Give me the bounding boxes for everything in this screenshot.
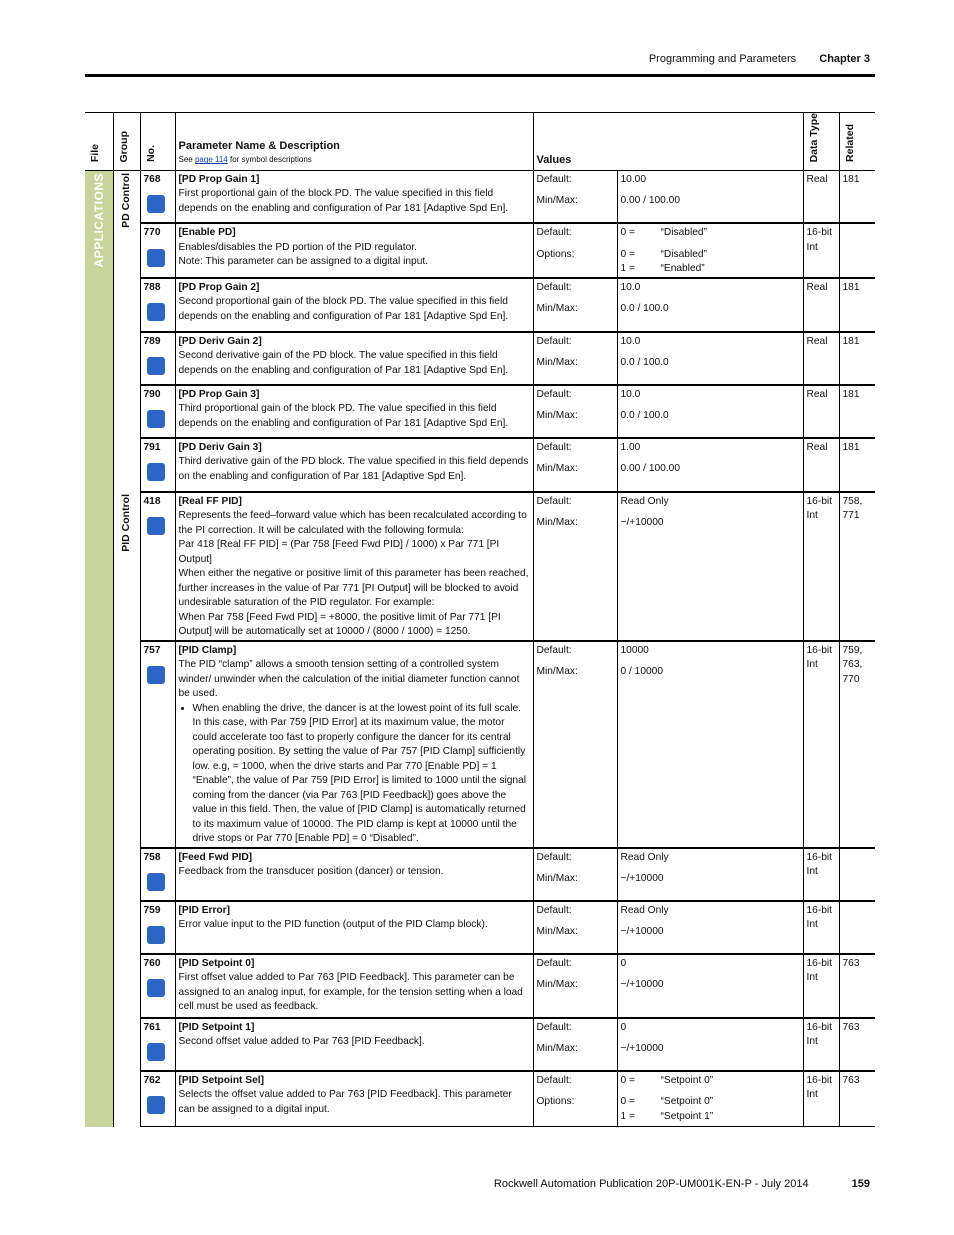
col-data-type: Data Type bbox=[803, 113, 839, 171]
min-max-value: −/+10000 bbox=[620, 517, 664, 529]
values-cell bbox=[617, 385, 803, 438]
param-name: [PID Setpoint Sel] bbox=[178, 1074, 264, 1086]
param-description: The PID “clamp” allows a smooth tension setting of a controlled system winder/ unwinder when the calculation of the initial diameter function cannot be used. bbox=[178, 659, 520, 700]
related-cell: 181 bbox=[839, 170, 875, 223]
param-description: Second proportional gain of the block PD. The value specified in this field depends on the enabling and configuration of Par 181 [Adaptive Spd En]. bbox=[178, 296, 509, 322]
values-cell bbox=[617, 492, 803, 641]
param-description-cell bbox=[175, 492, 533, 641]
access-symbol-icon bbox=[147, 979, 165, 997]
value-label-default: Default: bbox=[536, 441, 572, 453]
publication-info: Rockwell Automation Publication 20P-UM001K-EN-P - July 2014 bbox=[493, 1178, 809, 1190]
chapter-label: Chapter 3 bbox=[819, 53, 870, 65]
param-description-cell bbox=[175, 641, 533, 848]
option-key: 0 = bbox=[620, 227, 635, 239]
parameter-row bbox=[85, 848, 875, 901]
value-labels-cell bbox=[533, 492, 617, 641]
group-label: PD Control bbox=[120, 172, 133, 228]
values-cell bbox=[617, 170, 803, 223]
value-labels-cell bbox=[533, 278, 617, 332]
param-name: [PID Setpoint 0] bbox=[178, 957, 255, 969]
param-number-cell bbox=[140, 170, 175, 223]
param-number: 757 bbox=[143, 644, 161, 656]
parameter-row bbox=[85, 223, 875, 278]
min-max-value: 0.00 / 100.00 bbox=[620, 195, 680, 207]
default-value: 1.00 bbox=[620, 441, 641, 453]
access-symbol-icon bbox=[147, 926, 165, 944]
value-labels-cell bbox=[533, 1018, 617, 1071]
access-symbol-icon bbox=[147, 357, 165, 375]
value-label-range: Options: bbox=[536, 248, 575, 260]
option-value: “Disabled” bbox=[660, 227, 707, 239]
file-label: APPLICATIONS bbox=[91, 172, 106, 268]
value-label-default: Default: bbox=[536, 388, 572, 400]
group-cell bbox=[113, 492, 140, 1127]
min-max-value: 0.00 / 100.00 bbox=[620, 463, 680, 475]
value-labels-cell bbox=[533, 170, 617, 223]
parameter-row bbox=[85, 438, 875, 492]
param-description: First offset value added to Par 763 [PID Feedback]. This parameter can be assigned to an analog input, for example, for the tension setting when a load cell must be used as feedback. bbox=[178, 972, 523, 1013]
related-cell: 181 bbox=[839, 438, 875, 492]
param-number-cell bbox=[140, 1071, 175, 1127]
header-rule bbox=[85, 74, 875, 77]
table-header-row bbox=[85, 113, 875, 171]
param-number: 789 bbox=[143, 335, 161, 347]
min-max-value: 0 / 10000 bbox=[620, 666, 663, 678]
param-description: Note: This parameter can be assigned to a digital input. bbox=[178, 256, 429, 268]
param-number-cell bbox=[140, 278, 175, 332]
param-number: 770 bbox=[143, 227, 161, 239]
value-labels-cell bbox=[533, 223, 617, 278]
col-name bbox=[175, 113, 533, 171]
param-number-cell bbox=[140, 901, 175, 954]
option-entry bbox=[621, 1110, 800, 1125]
file-cell bbox=[85, 170, 113, 1127]
data-type-cell: 16-bit Int bbox=[803, 492, 839, 641]
value-label-range: Options: bbox=[536, 1096, 575, 1108]
data-type-cell: Real bbox=[803, 278, 839, 332]
data-type-cell: Real bbox=[803, 170, 839, 223]
param-name: [PID Setpoint 1] bbox=[178, 1021, 255, 1033]
min-max-value: −/+10000 bbox=[620, 873, 664, 885]
param-number-cell bbox=[140, 954, 175, 1018]
default-value: 0 bbox=[620, 957, 627, 969]
option-value: “Enabled” bbox=[660, 263, 705, 275]
bullet-list bbox=[179, 702, 530, 847]
col-file: File bbox=[85, 113, 113, 171]
value-labels-cell bbox=[533, 332, 617, 385]
param-name: [PD Deriv Gain 3] bbox=[178, 441, 262, 453]
param-description-cell bbox=[175, 278, 533, 332]
param-description: Second offset value added to Par 763 [PID Feedback]. bbox=[178, 1036, 425, 1048]
default-value bbox=[621, 226, 800, 248]
param-description-cell bbox=[175, 1018, 533, 1071]
parameter-row bbox=[85, 385, 875, 438]
value-label-range: Min/Max: bbox=[536, 979, 578, 991]
group-label: PID Control bbox=[120, 493, 133, 552]
param-name: [PD Prop Gain 1] bbox=[178, 173, 260, 185]
parameter-table bbox=[85, 112, 875, 1127]
min-max-value: −/+10000 bbox=[620, 926, 664, 938]
param-description: Third proportional gain of the block PD. The value specified in this field depends on the enabling and configuration of Par 181 [Adaptive Spd En]. bbox=[178, 403, 509, 429]
related-cell: 763 bbox=[839, 954, 875, 1018]
data-type-cell: 16-bit Int bbox=[803, 848, 839, 901]
bullet-item: • When enabling the drive, the dancer is at the lowest point of its full scale. In this case, with Par 759 [PID Error] at its maximum value, the motor could accelerate too fast to properly configure the dancer for its central operating position. By setting the value of Par 757 [PID Clamp] sufficiently low. e.g, = 1000, when the drive starts and Par 770 [Enable PD] = 1 “Enable”, the value of Par 759 [PID Error] is limited to 1000 until the signal coming from the dancer (via Par 763 [PID Feedback]) goes above the value in this field. Then, the value of [PID Clamp] is automatically returned to its maximum value of 10000. The PID clamp is kept at 10000 until the drive stops or Par 770 [Enable PD] = 0 “Disabled”. bbox=[193, 702, 530, 847]
param-number: 758 bbox=[143, 851, 161, 863]
value-label-default: Default: bbox=[536, 957, 572, 969]
param-description: Error value input to the PID function (output of the PID Clamp block). bbox=[178, 919, 488, 931]
param-number: 761 bbox=[143, 1021, 161, 1033]
col-group: Group bbox=[113, 113, 140, 171]
group-cell bbox=[113, 170, 140, 492]
option-value: “Setpoint 1” bbox=[660, 1110, 714, 1122]
access-symbol-icon bbox=[147, 463, 165, 481]
value-labels-cell bbox=[533, 438, 617, 492]
param-number: 788 bbox=[143, 281, 161, 293]
default-value: Read Only bbox=[620, 904, 669, 916]
default-value: Read Only bbox=[620, 495, 669, 507]
value-label-default: Default: bbox=[536, 1074, 572, 1086]
param-number-cell bbox=[140, 1018, 175, 1071]
related-cell bbox=[839, 223, 875, 278]
param-description-cell bbox=[175, 848, 533, 901]
param-number: 759 bbox=[143, 904, 161, 916]
access-symbol-icon bbox=[147, 249, 165, 267]
value-label-range: Min/Max: bbox=[536, 1043, 578, 1055]
data-type-cell: Real bbox=[803, 385, 839, 438]
col-name-title: Parameter Name & Description bbox=[178, 139, 340, 152]
param-number: 418 bbox=[143, 495, 161, 507]
param-description-cell bbox=[175, 385, 533, 438]
param-description: Selects the offset value added to Par 763 [PID Feedback]. This parameter can be assigned to a digital input. bbox=[178, 1089, 512, 1115]
data-type-cell: 16-bit Int bbox=[803, 641, 839, 848]
symbol-note: See page 114 for symbol descriptions bbox=[178, 155, 312, 165]
value-label-default: Default: bbox=[536, 281, 572, 293]
param-name: [PID Clamp] bbox=[178, 644, 237, 656]
option-value: “Setpoint 0” bbox=[660, 1096, 714, 1108]
value-label-range: Min/Max: bbox=[536, 873, 578, 885]
option-key: 0 = bbox=[620, 1096, 635, 1108]
related-cell bbox=[839, 848, 875, 901]
parameter-row bbox=[85, 901, 875, 954]
param-number-cell bbox=[140, 492, 175, 641]
default-value: 10.0 bbox=[620, 281, 641, 293]
min-max-value: 0.0 / 100.0 bbox=[620, 357, 669, 369]
param-name: [Real FF PID] bbox=[178, 495, 242, 507]
param-description-cell bbox=[175, 438, 533, 492]
value-labels-cell bbox=[533, 848, 617, 901]
param-number-cell bbox=[140, 438, 175, 492]
values-cell bbox=[617, 954, 803, 1018]
option-entry bbox=[621, 1095, 800, 1110]
param-name: [PD Prop Gain 3] bbox=[178, 388, 260, 400]
access-symbol-icon bbox=[147, 195, 165, 213]
values-cell bbox=[617, 223, 803, 278]
col-related: Related bbox=[839, 113, 875, 171]
value-label-default: Default: bbox=[536, 335, 572, 347]
option-entry bbox=[621, 248, 800, 263]
param-description: Par 418 [Real FF PID] = (Par 758 [Feed Fwd PID] / 1000) x Par 771 [PI Output] bbox=[178, 539, 500, 565]
access-symbol-icon bbox=[147, 1043, 165, 1061]
min-max-value: −/+10000 bbox=[620, 979, 664, 991]
param-name: [Feed Fwd PID] bbox=[178, 851, 253, 863]
col-no: No. bbox=[140, 113, 175, 171]
option-entry bbox=[621, 262, 800, 277]
param-description: Second derivative gain of the PD block. The value specified in this field depends on the enabling and configuration of Par 181 [Adaptive Spd En]. bbox=[178, 350, 509, 376]
values-cell bbox=[617, 278, 803, 332]
value-label-default: Default: bbox=[536, 495, 572, 507]
param-number: 791 bbox=[143, 441, 161, 453]
param-number-cell bbox=[140, 641, 175, 848]
default-value: 0 bbox=[620, 1021, 627, 1033]
option-key: 1 = bbox=[620, 1110, 635, 1122]
param-description: Represents the feed–forward value which has been recalculated according to the PI correction. It will be calculated with the following formula: bbox=[178, 510, 527, 536]
param-number: 790 bbox=[143, 388, 161, 400]
related-cell: 181 bbox=[839, 385, 875, 438]
param-number: 768 bbox=[143, 173, 161, 185]
value-label-default: Default: bbox=[536, 173, 572, 185]
page-number: 159 bbox=[851, 1178, 870, 1190]
values-cell bbox=[617, 848, 803, 901]
data-type-cell: 16-bit Int bbox=[803, 1071, 839, 1127]
table-body bbox=[85, 170, 875, 1127]
section-title: Programming and Parameters bbox=[648, 53, 797, 65]
default-value: Read Only bbox=[620, 851, 669, 863]
related-cell: 763 bbox=[839, 1071, 875, 1127]
param-name: [PD Prop Gain 2] bbox=[178, 281, 260, 293]
param-number-cell bbox=[140, 332, 175, 385]
parameter-row bbox=[85, 1071, 875, 1127]
value-label-default: Default: bbox=[536, 1021, 572, 1033]
param-name: [Enable PD] bbox=[178, 227, 236, 239]
param-number-cell bbox=[140, 223, 175, 278]
related-cell: 758, 771 bbox=[839, 492, 875, 641]
param-number-cell bbox=[140, 848, 175, 901]
related-cell: 759, 763, 770 bbox=[839, 641, 875, 848]
default-value: 10.0 bbox=[620, 388, 641, 400]
col-values: Values bbox=[533, 113, 803, 171]
values-cell bbox=[617, 1071, 803, 1127]
parameter-row bbox=[85, 332, 875, 385]
option-value: “Disabled” bbox=[660, 248, 707, 260]
related-cell bbox=[839, 901, 875, 954]
parameter-row bbox=[85, 492, 875, 641]
param-description: Enables/disables the PD portion of the PID regulator. bbox=[178, 241, 417, 253]
access-symbol-icon bbox=[147, 303, 165, 321]
param-name: [PID Error] bbox=[178, 904, 231, 916]
param-description-cell bbox=[175, 901, 533, 954]
param-description: First proportional gain of the block PD. The value specified in this field depends on the enabling and configuration of Par 181 [Adaptive Spd En]. bbox=[178, 188, 509, 214]
page-114-link[interactable]: page 114 bbox=[194, 155, 228, 165]
data-type-cell: Real bbox=[803, 438, 839, 492]
param-name: [PD Deriv Gain 2] bbox=[178, 335, 262, 347]
value-label-range: Min/Max: bbox=[536, 666, 578, 678]
parameter-row bbox=[85, 278, 875, 332]
param-description: Feedback from the transducer position (dancer) or tension. bbox=[178, 866, 444, 878]
param-description: When Par 758 [Feed Fwd PID] = +8000, the positive limit of Par 771 [PI Output] will be automatically set at 10000 / (8000 / 1000) = 1250. bbox=[178, 611, 501, 638]
default-value: 10.0 bbox=[620, 335, 641, 347]
param-description-cell bbox=[175, 954, 533, 1018]
value-labels-cell bbox=[533, 901, 617, 954]
data-type-cell: 16-bit Int bbox=[803, 901, 839, 954]
related-cell: 763 bbox=[839, 1018, 875, 1071]
value-labels-cell bbox=[533, 954, 617, 1018]
value-labels-cell bbox=[533, 641, 617, 848]
access-symbol-icon bbox=[147, 1096, 165, 1114]
value-label-default: Default: bbox=[536, 644, 572, 656]
values-cell bbox=[617, 332, 803, 385]
value-labels-cell bbox=[533, 1071, 617, 1127]
running-header bbox=[649, 53, 870, 65]
option-value: “Setpoint 0” bbox=[660, 1074, 714, 1086]
min-max-value: 0.0 / 100.0 bbox=[620, 410, 669, 422]
param-description-cell bbox=[175, 1071, 533, 1127]
data-type-cell: Real bbox=[803, 332, 839, 385]
values-cell bbox=[617, 1018, 803, 1071]
param-description: When either the negative or positive limit of this parameter has been reached, further increases in the value of Par 771 [PI Output] will be blocked to avoid undesirable saturation of the PID regulator. For example: bbox=[178, 568, 529, 609]
option-key: 0 = bbox=[620, 1074, 635, 1086]
access-symbol-icon bbox=[147, 517, 165, 535]
value-label-range: Min/Max: bbox=[536, 195, 578, 207]
value-label-default: Default: bbox=[536, 227, 572, 239]
parameter-row bbox=[85, 641, 875, 848]
value-label-range: Min/Max: bbox=[536, 517, 578, 529]
param-description: Third derivative gain of the PD block. The value specified in this field depends on the enabling and configuration of Par 181 [Adaptive Spd En]. bbox=[178, 456, 529, 482]
min-max-value: −/+10000 bbox=[620, 1043, 664, 1055]
value-label-range: Min/Max: bbox=[536, 926, 578, 938]
related-cell: 181 bbox=[839, 332, 875, 385]
value-label-default: Default: bbox=[536, 904, 572, 916]
param-number: 760 bbox=[143, 957, 161, 969]
parameter-row bbox=[85, 954, 875, 1018]
option-key: 0 = bbox=[620, 248, 635, 260]
values-cell bbox=[617, 901, 803, 954]
parameter-row bbox=[85, 1018, 875, 1071]
param-description-cell bbox=[175, 223, 533, 278]
access-symbol-icon bbox=[147, 666, 165, 684]
param-number-cell bbox=[140, 385, 175, 438]
values-cell bbox=[617, 641, 803, 848]
value-label-range: Min/Max: bbox=[536, 463, 578, 475]
value-label-range: Min/Max: bbox=[536, 303, 578, 315]
access-symbol-icon bbox=[147, 410, 165, 428]
param-number: 762 bbox=[143, 1074, 161, 1086]
default-value: 10.00 bbox=[620, 173, 646, 185]
param-description-cell bbox=[175, 170, 533, 223]
min-max-value: 0.0 / 100.0 bbox=[620, 303, 669, 315]
data-type-cell: 16-bit Int bbox=[803, 223, 839, 278]
param-description-cell bbox=[175, 332, 533, 385]
values-cell bbox=[617, 438, 803, 492]
data-type-cell: 16-bit Int bbox=[803, 954, 839, 1018]
page-footer bbox=[494, 1178, 870, 1190]
data-type-cell: 16-bit Int bbox=[803, 1018, 839, 1071]
default-value: 10000 bbox=[620, 644, 649, 656]
access-symbol-icon bbox=[147, 873, 165, 891]
default-value bbox=[621, 1074, 800, 1096]
parameter-row bbox=[85, 170, 875, 223]
value-label-range: Min/Max: bbox=[536, 410, 578, 422]
option-key: 1 = bbox=[620, 263, 635, 275]
value-labels-cell bbox=[533, 385, 617, 438]
related-cell: 181 bbox=[839, 278, 875, 332]
value-label-default: Default: bbox=[536, 851, 572, 863]
value-label-range: Min/Max: bbox=[536, 357, 578, 369]
